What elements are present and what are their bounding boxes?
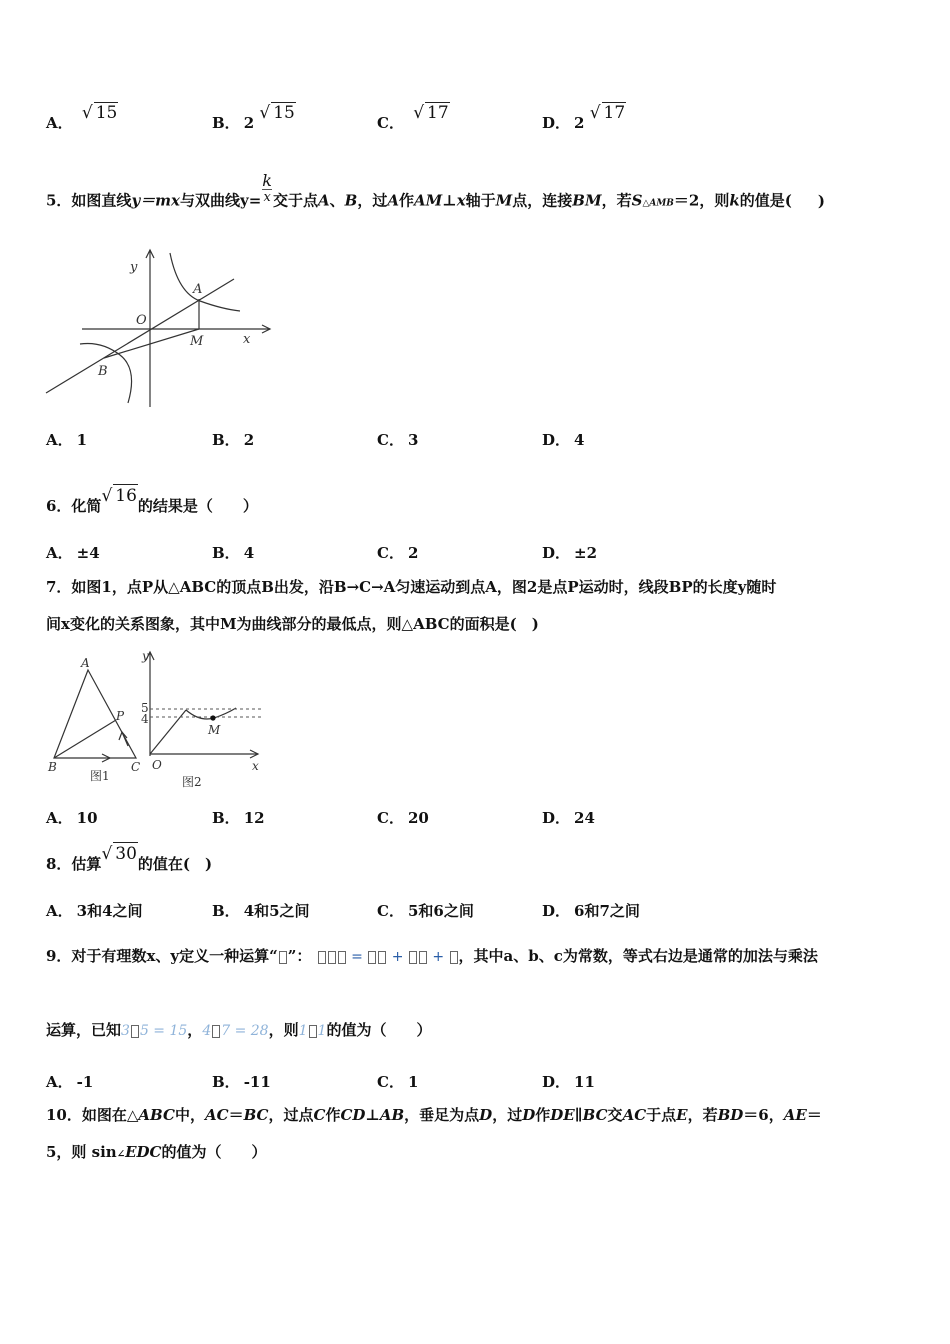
option-text: 3和4之间 [76, 902, 143, 920]
label-a: A [81, 656, 90, 670]
minimum-point-m [210, 715, 215, 720]
placeholder-glyph [338, 951, 346, 964]
q8-option-c [377, 900, 474, 921]
fraction-denominator: x [263, 190, 271, 205]
option-text: 4和5之间 [243, 902, 310, 920]
q6-option-c [377, 542, 418, 563]
q10-text: 于点 [646, 1106, 677, 1124]
q5-curve-equation: y= [240, 191, 262, 210]
operand: 4 [202, 1023, 212, 1039]
q8-stem [46, 844, 213, 875]
q9-option-d [542, 1071, 595, 1092]
operator-glyph [131, 1025, 139, 1038]
q5-stem [46, 171, 825, 218]
option-text: 6和7之间 [574, 902, 640, 920]
option-label: B． [212, 544, 240, 562]
segment-de: DE [550, 1106, 575, 1124]
label-m: M [190, 334, 204, 349]
q6-option-d [542, 542, 597, 563]
radicand: 17 [427, 103, 449, 123]
q7-option-c [377, 807, 429, 828]
option-text: -11 [243, 1073, 271, 1091]
label-y: y [142, 649, 149, 663]
label-m: M [208, 723, 221, 737]
sqrt-expression: √ 30 [101, 844, 137, 864]
placeholder-glyph [328, 951, 336, 964]
definition-equation [317, 949, 459, 965]
option-label: C． [377, 1073, 404, 1091]
q5-text: ，过 [357, 191, 388, 210]
q5-text: 与双曲线 [179, 191, 240, 210]
q4-option-a [46, 103, 118, 133]
plus-sign: + [432, 949, 445, 965]
point-m: M [495, 191, 513, 210]
point-c: C [313, 1106, 326, 1124]
q9-text: 的值为（ ） [326, 1021, 432, 1039]
option-label: C． [377, 902, 404, 920]
q4-option-d [542, 103, 626, 133]
option-text: 2 [407, 544, 419, 562]
q10-text: ，垂足为点 [404, 1106, 480, 1124]
q8-text: 的值在( ) [137, 855, 213, 873]
q10-text: ＝ [228, 1106, 244, 1124]
q9-stem-line-2 [46, 1019, 431, 1042]
option-label: D． [542, 431, 571, 449]
option-label: A． [46, 544, 73, 562]
option-label: A． [46, 902, 73, 920]
sqrt-expression: √ 17 [413, 103, 449, 123]
figure-2-caption: 图2 [182, 775, 202, 789]
q9-stem-line-1 [46, 945, 818, 968]
q5-option-c [377, 429, 418, 450]
q5-text: ＝2，则 [673, 191, 730, 210]
q7-option-b [212, 807, 265, 828]
q10-text: ，过 [492, 1106, 523, 1124]
point-e: E [676, 1106, 688, 1124]
q4-option-b [212, 103, 296, 133]
q7-figure-2 [138, 648, 268, 790]
operator-glyph [279, 951, 287, 964]
q9-text: ，其中a、b、c为常数，等式右边是通常的加法与乘法 [458, 947, 818, 965]
label-y: y [130, 260, 138, 275]
point-b: B [344, 191, 358, 210]
option-text: -1 [76, 1073, 94, 1091]
triangle-abc: ABC [138, 1106, 175, 1124]
segment-bp [54, 720, 116, 758]
sqrt-expression: √ 16 [101, 486, 137, 506]
q5-text: 作 [399, 191, 415, 210]
option-label: B． [212, 902, 240, 920]
q10-text: 的值为（ ） [161, 1143, 267, 1161]
label-b: B [48, 760, 57, 774]
option-text: ±4 [76, 544, 100, 562]
q5-text: 点，连接 [512, 191, 573, 210]
q7-option-a [46, 807, 98, 828]
option-label: D． [542, 902, 571, 920]
sqrt-expression: √ 17 [589, 103, 626, 123]
q8-text: 8．估算 [46, 855, 102, 873]
q7-stem-line-2: 间x变化的关系图象，其中M为曲线部分的最低点，则△ABC的面积是( ) [46, 615, 539, 633]
area-symbol: S [631, 191, 643, 210]
option-text: 10 [76, 809, 98, 827]
option-label: A． [46, 809, 73, 827]
arrow-ca-shaft [122, 732, 128, 746]
segment-cd: CD [340, 1106, 366, 1124]
figure-1-caption: 图1 [90, 769, 110, 783]
q8-option-b [212, 900, 310, 921]
option-label: A． [46, 114, 73, 132]
segment-ac: AC [204, 1106, 229, 1124]
segment-ab: AB [379, 1106, 405, 1124]
segment-bm-line [104, 329, 199, 358]
radicand: 30 [115, 844, 137, 864]
segment-bm: BM [572, 191, 602, 210]
var-k: k [729, 191, 740, 210]
label-x: x [243, 332, 251, 347]
q10-stem-line-2 [46, 1141, 267, 1166]
option-text: 11 [574, 1073, 595, 1091]
q9-text: ， [187, 1021, 203, 1039]
segment-bd: BD [717, 1106, 744, 1124]
q5-option-d [542, 429, 584, 450]
q6-text: 的结果是（ ） [137, 497, 258, 515]
q5-line-equation: y＝mx [131, 191, 180, 210]
q6-option-b [212, 542, 254, 563]
option-text: 12 [243, 809, 265, 827]
option-label: D． [542, 809, 571, 827]
option-label: B． [212, 431, 240, 449]
perp-symbol: ⊥ [442, 191, 457, 210]
radicand: 15 [95, 103, 118, 123]
q9-option-b [212, 1071, 271, 1092]
perp-symbol: ⊥ [365, 1106, 380, 1124]
segment-ae: AE [783, 1106, 807, 1124]
operand: 1 [298, 1023, 308, 1039]
q10-text: 5，则 sin [46, 1143, 117, 1161]
q5-text: ，若 [601, 191, 632, 210]
sqrt-expression: √ 15 [81, 103, 118, 123]
label-c: C [131, 760, 141, 774]
q5-text: 的值是( [739, 191, 792, 210]
q5-text: 轴于 [465, 191, 496, 210]
option-text: 20 [407, 809, 429, 827]
segment-am: AM [414, 191, 443, 210]
operator-glyph [309, 1025, 317, 1038]
option-label: D． [542, 114, 571, 132]
option-label: B． [212, 809, 240, 827]
option-text: ±2 [574, 544, 598, 562]
placeholder-glyph [378, 951, 386, 964]
q10-text: 中， [174, 1106, 205, 1124]
segment-bc: BC [243, 1106, 269, 1124]
parallel-symbol: ∥ [574, 1106, 583, 1124]
angle-edc: EDC [125, 1143, 162, 1161]
q6-option-a [46, 542, 100, 563]
label-a: A [193, 282, 203, 297]
q5-option-a [46, 429, 87, 450]
area-subscript: △AMB [642, 198, 674, 209]
option-label: C． [377, 431, 404, 449]
option-text: 1 [407, 1073, 419, 1091]
option-label: D． [542, 544, 571, 562]
q9-text: 运算，已知 [46, 1021, 122, 1039]
option-label: C． [377, 809, 404, 827]
option-text: 24 [574, 809, 595, 827]
placeholder-glyph [409, 951, 417, 964]
point-d: D [479, 1106, 493, 1124]
option-label: B． [212, 1073, 240, 1091]
q9-text: 9．对于有理数x、y定义一种运算“ [46, 947, 278, 965]
q10-text: 交 [607, 1106, 623, 1124]
placeholder-glyph [419, 951, 427, 964]
angle-symbol: ∠ [116, 1149, 126, 1160]
operand: 1 [317, 1023, 327, 1039]
q5-text: 5．如图直线 [46, 191, 132, 210]
q4-option-c [377, 103, 450, 133]
radicand: 16 [115, 486, 137, 506]
segment-ac: AC [622, 1106, 647, 1124]
label-o: O [152, 758, 162, 772]
label-4: 4 [141, 712, 149, 726]
q7-stem-line-1: 7．如图1，点P从△ABC的顶点B出发，沿B→C→A匀速运动到点A，图2是点P运动时，线段BP的长度y随时 [46, 578, 777, 596]
operand-result: 7 = 28 [221, 1023, 269, 1039]
q10-text: ，过点 [268, 1106, 314, 1124]
option-label: D． [542, 1073, 571, 1091]
option-label: B． [212, 114, 240, 132]
coefficient: 2 [243, 114, 255, 132]
label-o: O [136, 313, 147, 328]
q5-option-b [212, 429, 254, 450]
q7-figure-1 [44, 652, 144, 787]
target-expression [299, 1023, 327, 1039]
q7-option-d [542, 807, 595, 828]
option-text: 1 [76, 431, 88, 449]
label-x: x [252, 759, 259, 773]
given-equation-2 [202, 1023, 268, 1039]
option-label: A． [46, 431, 73, 449]
radicand: 15 [273, 103, 295, 123]
q6-text: 6．化简 [46, 497, 102, 515]
operand: 3 [121, 1023, 130, 1039]
option-label: A． [46, 1073, 73, 1091]
point-a: A [387, 191, 400, 210]
label-5: 5 [141, 701, 149, 715]
point-d: D [522, 1106, 536, 1124]
point-a: A [318, 191, 330, 210]
placeholder-glyph [368, 951, 376, 964]
q5-text: 、 [329, 191, 345, 210]
q10-text: 10．如图在△ [46, 1106, 139, 1124]
q5-text: ) [817, 191, 825, 210]
placeholder-glyph [450, 951, 458, 964]
q10-text: 作 [325, 1106, 341, 1124]
option-label: C． [377, 544, 404, 562]
q10-stem-line-1 [46, 1104, 822, 1126]
q9-text: ，则 [268, 1021, 299, 1039]
given-equation-1 [121, 1023, 187, 1039]
plus-sign: + [391, 949, 404, 965]
segment-bc: BC [582, 1106, 608, 1124]
coefficient: 2 [574, 114, 585, 132]
q9-option-a [46, 1071, 93, 1092]
var-x: x [456, 191, 466, 210]
option-text: 4 [574, 431, 585, 449]
q10-text: ，若 [687, 1106, 718, 1124]
line-y-mx [46, 279, 234, 393]
radicand: 17 [603, 103, 626, 123]
sqrt-expression: √ 15 [259, 103, 295, 123]
q6-stem [46, 486, 258, 517]
q9-option-c [377, 1071, 418, 1092]
fraction-numerator: k [262, 171, 272, 190]
q10-text: 作 [535, 1106, 551, 1124]
q8-option-a [46, 900, 143, 921]
placeholder-glyph [318, 951, 326, 964]
q5-fraction [262, 173, 272, 206]
operator-glyph [212, 1025, 220, 1038]
q5-figure [40, 245, 280, 410]
option-text: 4 [243, 544, 255, 562]
q10-text: ＝ [806, 1106, 822, 1124]
option-text: 2 [243, 431, 255, 449]
q5-text: 交于点 [273, 191, 319, 210]
option-text: 3 [407, 431, 419, 449]
q9-text: ”： [287, 947, 312, 965]
q8-option-d [542, 900, 640, 921]
equals-sign: = [351, 949, 363, 965]
label-b: B [98, 364, 108, 379]
option-label: C． [377, 114, 404, 132]
option-text: 5和6之间 [407, 902, 474, 920]
q10-text: ＝6， [743, 1106, 784, 1124]
label-p: P [116, 709, 125, 723]
operand-result: 5 = 15 [139, 1023, 188, 1039]
